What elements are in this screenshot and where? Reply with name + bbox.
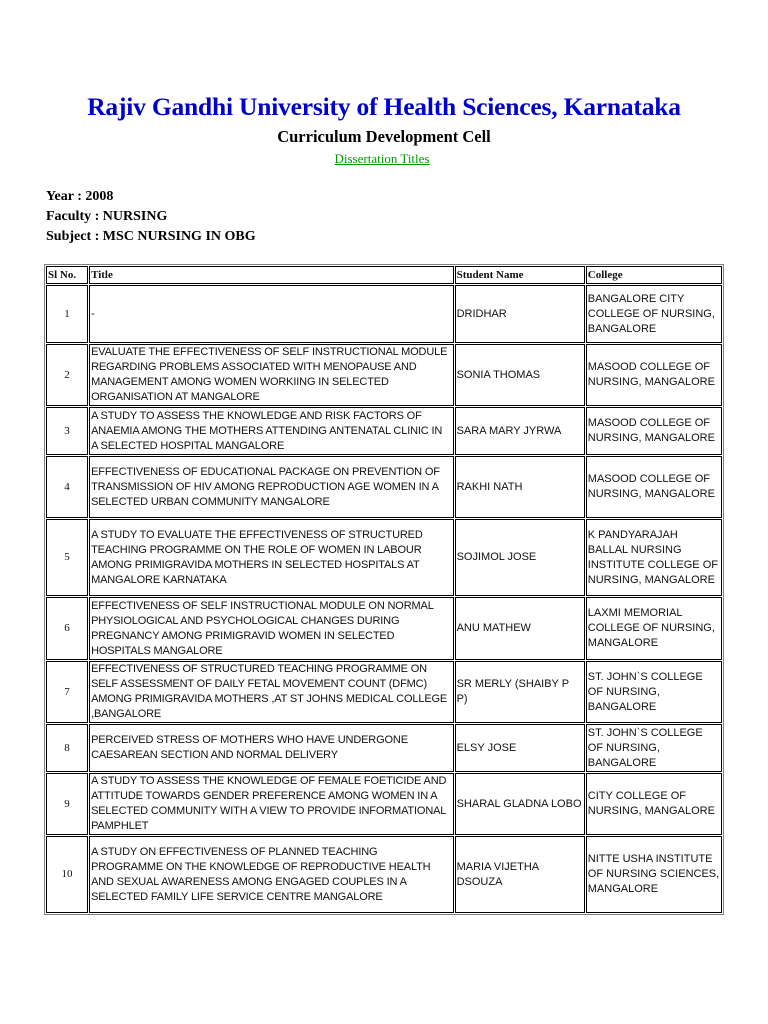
student-name-cell: DRIDHAR — [455, 285, 585, 343]
college-cell: CITY COLLEGE OF NURSING, MANGALORE — [586, 773, 722, 835]
title-cell: EVALUATE THE EFFECTIVENESS OF SELF INSTRUCTIONAL MODULE REGARDING PROBLEMS ASSOCIATED WITH MENOPAUSE AND MANAGEMENT AMONG WOMEN WORKIING IN SELECTED ORGANISATION AT MANGALORE — [89, 344, 454, 406]
college-cell: LAXMI MEMORIAL COLLEGE OF NURSING, MANGALORE — [586, 597, 722, 660]
faculty-line: Faculty : NURSING — [46, 209, 168, 224]
student-name-cell: SARA MARY JYRWA — [455, 407, 585, 455]
table-row — [46, 773, 722, 835]
table-row — [46, 407, 722, 455]
sl-no-cell: 8 — [46, 724, 88, 772]
cell-title: Curriculum Development Cell — [277, 127, 491, 146]
title-cell: EFFECTIVENESS OF STRUCTURED TEACHING PROGRAMME ON SELF ASSESSMENT OF DAILY FETAL MOVEMENT COUNT (DFMC) AMONG PRIMIGRAVIDA MOTHERS ,AT ST JOHNS MEDICAL COLLEGE ,BANGALORE — [89, 661, 454, 723]
table-row — [46, 344, 722, 406]
student-name-cell: SHARAL GLADNA LOBO — [455, 773, 585, 835]
sl-no-cell: 9 — [46, 773, 88, 835]
sl-no-cell: 2 — [46, 344, 88, 406]
student-name-cell: SONIA THOMAS — [455, 344, 585, 406]
college-cell: K PANDYARAJAH BALLAL NURSING INSTITUTE COLLEGE OF NURSING, MANGALORE — [586, 519, 722, 596]
college-cell: BANGALORE CITY COLLEGE OF NURSING, BANGALORE — [586, 285, 722, 343]
sl-no-cell: 10 — [46, 836, 88, 913]
table-row — [46, 285, 722, 343]
student-name-cell: MARIA VIJETHA DSOUZA — [455, 836, 585, 913]
college-cell: ST. JOHN`S COLLEGE OF NURSING, BANGALORE — [586, 661, 722, 723]
university-title: Rajiv Gandhi University of Health Sciences, Karnataka — [87, 92, 681, 121]
column-header-title: Title — [89, 266, 454, 284]
sl-no-cell: 4 — [46, 456, 88, 518]
student-name-cell: RAKHI NATH — [455, 456, 585, 518]
title-cell: - — [89, 285, 454, 343]
college-cell: NITTE USHA INSTITUTE OF NURSING SCIENCES, MANGALORE — [586, 836, 722, 913]
dissertation-titles-link[interactable] — [0, 151, 768, 167]
title-cell: EFFECTIVENESS OF SELF INSTRUCTIONAL MODULE ON NORMAL PHYSIOLOGICAL AND PSYCHOLOGICAL CHANGES DURING PREGNANCY AMONG PRIMIGRAVID WOMEN IN SELECTED HOSPITALS MANGALORE — [89, 597, 454, 660]
sl-no-cell: 1 — [46, 285, 88, 343]
table-row — [46, 836, 722, 913]
college-cell: MASOOD COLLEGE OF NURSING, MANGALORE — [586, 456, 722, 518]
sl-no-cell: 6 — [46, 597, 88, 660]
college-cell: ST. JOHN`S COLLEGE OF NURSING, BANGALORE — [586, 724, 722, 772]
title-cell: A STUDY TO ASSESS THE KNOWLEDGE AND RISK FACTORS OF ANAEMIA AMONG THE MOTHERS ATTENDING ANTENATAL CLINIC IN A SELECTED HOSPITAL MANGALORE — [89, 407, 454, 455]
dissertation-table — [44, 264, 724, 915]
table-row — [46, 724, 722, 772]
year-line: Year : 2008 — [46, 189, 114, 204]
title-cell: A STUDY ON EFFECTIVENESS OF PLANNED TEACHING PROGRAMME ON THE KNOWLEDGE OF REPRODUCTIVE HEALTH AND SEXUAL AWARENESS AMONG ENGAGED COUPLES IN A SELECTED FAMILY LIFE SERVICE CENTRE MANGALORE — [89, 836, 454, 913]
student-name-cell: SR MERLY (SHAIBY P P) — [455, 661, 585, 723]
dissertation-titles-link-text[interactable]: Dissertation Titles — [334, 151, 430, 166]
column-header-college: College — [586, 266, 722, 284]
table-row — [46, 597, 722, 660]
student-name-cell: ELSY JOSE — [455, 724, 585, 772]
title-cell: PERCEIVED STRESS OF MOTHERS WHO HAVE UNDERGONE CAESAREAN SECTION AND NORMAL DELIVERY — [89, 724, 454, 772]
subject-line: Subject : MSC NURSING IN OBG — [46, 229, 256, 244]
column-header-sl-no: Sl No. — [46, 266, 88, 284]
title-cell: A STUDY TO EVALUATE THE EFFECTIVENESS OF STRUCTURED TEACHING PROGRAMME ON THE ROLE OF WOMEN IN LABOUR AMONG PRIMIGRAVIDA MOTHERS IN SELECTED HOSPITALS AT MANGALORE KARNATAKA — [89, 519, 454, 596]
sl-no-cell: 5 — [46, 519, 88, 596]
college-cell: MASOOD COLLEGE OF NURSING, MANGALORE — [586, 407, 722, 455]
title-cell: A STUDY TO ASSESS THE KNOWLEDGE OF FEMALE FOETICIDE AND ATTITUDE TOWARDS GENDER PREFERENCE AMONG WOMEN IN A SELECTED COMMUNITY WITH A VIEW TO PROVIDE INFORMATIONAL PAMPHLET — [89, 773, 454, 835]
table-row — [46, 519, 722, 596]
college-cell: MASOOD COLLEGE OF NURSING, MANGALORE — [586, 344, 722, 406]
column-header-student-name: Student Name — [455, 266, 585, 284]
table-header-row — [46, 266, 722, 284]
sl-no-cell: 7 — [46, 661, 88, 723]
title-cell: EFFECTIVENESS OF EDUCATIONAL PACKAGE ON PREVENTION OF TRANSMISSION OF HIV AMONG REPRODUCTION AGE WOMEN IN A SELECTED URBAN COMMUNITY MANGALORE — [89, 456, 454, 518]
student-name-cell: ANU MATHEW — [455, 597, 585, 660]
table-row — [46, 661, 722, 723]
student-name-cell: SOJIMOL JOSE — [455, 519, 585, 596]
table-row — [46, 456, 722, 518]
sl-no-cell: 3 — [46, 407, 88, 455]
